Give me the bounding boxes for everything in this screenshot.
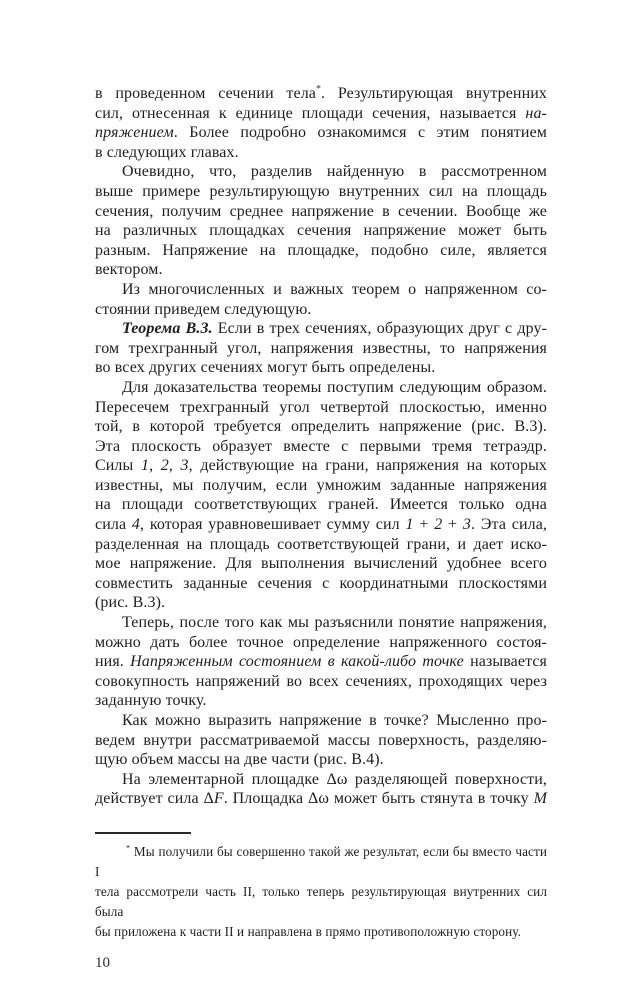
text-column [95,84,547,972]
paragraph [95,770,547,809]
text-run: действует сила Δ [95,790,214,808]
text-run: . Более подробно ознакомимся с этим понятием [173,124,547,142]
paragraph [95,613,547,711]
text-run: Как можно выразить напряжение в точке? Мысленно про- [122,712,547,729]
text-run: + [413,516,435,534]
body-text [95,84,547,809]
text-run: известны, мы получим, если умножим заданные напряжения [95,476,547,494]
text-run: той, в которой требуется определить напряжение (рис. В.3). [95,418,547,436]
text-run: в проведенном сечении тела [95,85,316,102]
text-run: . Эта сила, [471,516,548,534]
text-run: совокупность напряжений во всех сечениях, проходящих через [95,672,547,690]
text-run: выше примере результирующую внутренних сил на площадь [95,182,547,200]
text-run: можно дать более точное определение напряженного состоя- [95,633,547,651]
text-run: 2 [434,516,443,534]
text-line [95,398,547,418]
text-line [95,221,547,241]
text-run: М [533,790,547,808]
text-run: на площади соответствующих граней. Имеется только одна [95,496,547,514]
text-run: 1 [405,516,414,534]
text-run: Эта плоскость образует вместе с первыми тремя тетраэдр. [95,437,547,455]
text-run: сил, отнесенная к единице площади сечения, называется [95,104,526,122]
text-line [95,789,547,809]
text-line [95,84,547,104]
text-run: гом трехгранный угол, напряжения известны, то напряжения [95,339,547,357]
text-run: , [149,457,161,475]
text-run: Силы [95,457,141,475]
text-run: в следующих главах. [95,143,239,161]
text-run: . Площадка Δω может быть стянута в точку [223,790,534,808]
text-run: разделенная на площадь соответствующей грани, и дает иско- [95,535,547,553]
text-line [95,280,547,300]
text-run: + [442,516,463,534]
text-run: (рис. В.3). [95,594,166,612]
text-run: ведем внутри рассматриваемой массы поверхность, разделяю- [95,731,547,749]
text-run: совместить заданные сечения с координатными плоскостями [95,574,547,592]
text-line [95,613,547,633]
text-run: Очевидно, что, разделив найденную в рассмотренном [122,163,547,181]
text-line [95,691,547,711]
text-run: Напряженным состоянием в какой-либо точке [130,653,464,671]
text-line [95,554,547,574]
text-line [95,300,547,320]
text-line [95,260,547,280]
text-run: пряжением [95,124,174,142]
text-line [95,652,547,672]
paragraph [95,84,547,162]
text-run: Если в трех сечениях, образующих друг с дру- [212,320,547,338]
text-run: Пересечем трехгранный угол четвертой плоскостью, именно [95,398,547,416]
text-run: вектором. [95,261,163,279]
text-run: На элементарной площадке Δω разделяющей поверхности, [122,770,547,788]
text-run: во всех других сечениях могут быть определены. [95,359,436,377]
text-run: разным. Напряжение на площадке, подобно силе, является [95,241,547,259]
text-line [95,515,547,535]
text-line [95,143,547,163]
text-line [95,770,547,790]
text-run: F [213,790,224,808]
footnote-line [95,842,547,882]
text-run: 1 [140,457,150,475]
text-line [95,241,547,261]
text-run: стоянии приведем следующую. [95,300,312,318]
footnote [95,842,547,942]
text-run: щую объем массы на две части (рис. В.4). [95,751,384,769]
text-run: 4 [131,516,140,534]
text-run: 3 [180,457,189,475]
text-line [95,672,547,692]
text-line [95,319,547,339]
text-run: мое напряжение. Для выполнения вычислений удобнее всего [95,555,547,573]
text-line [95,162,547,182]
text-run: , действующие на грани, напряжения на которых [188,457,548,475]
text-line [95,378,547,398]
text-line [95,417,547,437]
paragraph [95,711,547,770]
text-run: * [315,83,322,95]
text-run: заданную точку. [95,692,207,710]
text-run: называется [463,653,548,671]
text-run: на различных площадках сечения напряжение может быть [95,222,547,240]
paragraph [95,319,547,378]
page-number: 10 [95,954,110,971]
paragraph [95,378,547,613]
text-line [95,495,547,515]
text-line [95,535,547,555]
text-line [95,123,547,143]
text-line [95,104,547,124]
text-run: сечения, получим среднее напряжение в сечении. Вообще же [95,202,547,220]
text-run: Из многочисленных и важных теорем о напряженном со- [122,280,547,298]
text-run: , которая уравновешивает сумму сил [140,516,406,534]
text-line [95,437,547,457]
text-line [95,593,547,613]
footnote-line [95,922,547,942]
text-run: сила [95,516,132,534]
text-line [95,731,547,751]
text-line [95,202,547,222]
text-run: ния. [95,653,131,671]
text-line [95,182,547,202]
text-run: , [168,457,181,475]
text-run: Теорема В.3. [122,320,213,338]
text-line [95,358,547,378]
text-line [95,750,547,770]
text-run: на- [525,104,547,122]
paragraph [95,280,547,319]
text-line [95,574,547,594]
footnote-line [95,882,547,922]
text-line [95,633,547,653]
text-run: 2 [160,457,169,475]
text-run: Мы получили бы совершенно такой же результат, если бы вместо части I [95,843,547,879]
text-run: Теперь, после того как мы разъяснили понятие напряжения, [122,614,547,632]
text-line [95,476,547,496]
text-run: бы приложена к части II и направлена в прямо противоположную сторону. [95,923,522,939]
text-run: 3 [462,516,472,534]
text-run: Для доказательства теоремы поступим следующим образом. [122,378,547,396]
text-line [95,711,547,731]
text-run: . Результирующая внутренних [321,85,547,102]
text-run: * [126,843,131,853]
text-line [95,456,547,476]
text-run: тела рассмотрели часть II, только теперь результирующая внутренних сил была [95,883,547,919]
paragraph [95,162,547,280]
text-line [95,339,547,359]
footnote-separator-rule [95,832,191,834]
